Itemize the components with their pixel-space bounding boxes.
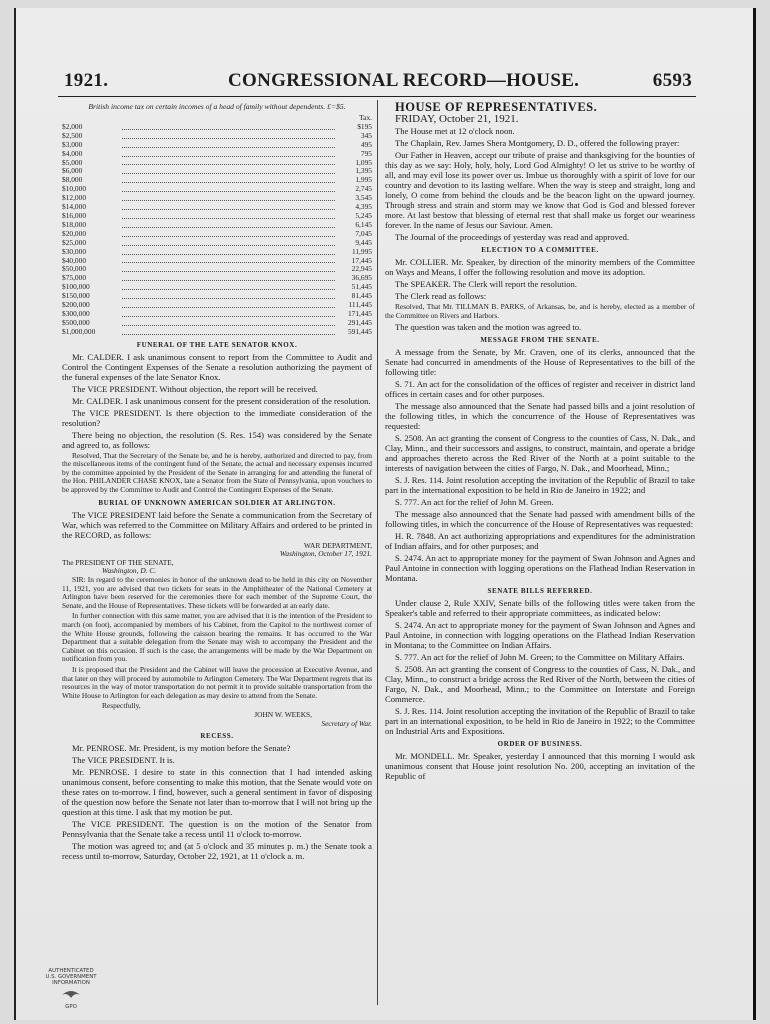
tax-row [62, 167, 372, 176]
tax-cell: 7,045 [355, 228, 372, 238]
tax-row [62, 274, 372, 283]
paragraph: The Clerk read as follows: [395, 291, 487, 301]
tax-cell: 4,395 [355, 202, 372, 212]
leader-dots [122, 257, 335, 264]
tax-cell: 81,445 [351, 291, 372, 301]
heading-bills: SENATE BILLS REFERRED. [487, 587, 593, 596]
leader-dots [122, 292, 335, 299]
income-cell: $50,000 [62, 264, 87, 274]
tax-row [62, 239, 372, 248]
paragraph: The VICE PRESIDENT. It is. [72, 755, 175, 766]
income-cell: $200,000 [62, 300, 90, 310]
right-column [385, 102, 695, 783]
paragraph: S. J. Res. 114. Joint resolution accepting the invitation of the Republic of Brazil to take part in an international exposition, to be held in Rio de Janeiro in 1922; to the Committee on Industrial Arts and Expositions. [385, 706, 695, 737]
income-cell: $5,000 [62, 157, 83, 167]
tax-cell: 5,245 [355, 210, 372, 220]
paragraph: The Chaplain, Rev. James Shera Montgomery, D. D., offered the following prayer: [395, 138, 680, 148]
leader-dots [122, 230, 335, 237]
letter-signature-title: Secretary of War. [321, 718, 372, 728]
letter-date: Washington, October 17, 1921. [279, 549, 372, 559]
income-cell: $1,000,000 [62, 326, 96, 336]
tax-cell: 2,745 [355, 184, 372, 194]
income-cell: $300,000 [62, 308, 90, 318]
letter-paragraph: SIR: In regard to the ceremonies in honor of the unknown dead to be held in this city on November 11, 1921, you are advised that two tickets for seats in the Amphitheater of the National Cemetery at Arlington have been reserved for the ceremonies there for each member of the Supreme Court, the Senate, and the House of Representatives. These tickets will be forwarded at an early date. [62, 575, 372, 610]
tax-table [62, 123, 372, 337]
header-page-number: 6593 [652, 70, 692, 91]
income-cell: $2,000 [62, 121, 83, 131]
income-cell: $8,000 [62, 175, 83, 185]
income-cell: $25,000 [62, 237, 87, 247]
page-border-left [14, 8, 16, 1020]
leader-dots [122, 274, 335, 281]
tax-cell: 495 [360, 139, 372, 149]
tax-cell: 591,445 [347, 326, 372, 336]
tax-row [62, 292, 372, 301]
income-cell: $12,000 [62, 193, 87, 203]
page-border-right [753, 8, 756, 1020]
tax-row [62, 141, 372, 150]
income-cell: $3,000 [62, 139, 83, 149]
tax-row [62, 123, 372, 132]
header-title: CONGRESSIONAL RECORD—HOUSE. [228, 70, 580, 91]
paragraph: Mr. MONDELL. Mr. Speaker, yesterday I announced that this morning I would ask unanimous consent that House joint resolution No. 200, accepting an invitation of the Republic of [385, 751, 695, 782]
paragraph: The motion was agreed to; and (at 5 o'clock and 35 minutes p. m.) the Senate took a recess until to-morrow, Saturday, October 22, 1921, at 11 o'clock a. m. [62, 841, 372, 862]
income-cell: $18,000 [62, 219, 87, 229]
heading-recess: RECESS. [200, 732, 234, 741]
tax-cell: 171,445 [347, 308, 372, 318]
leader-dots [122, 141, 335, 148]
heading-business: ORDER OF BUSINESS. [497, 740, 583, 749]
eagle-icon [60, 986, 82, 1002]
paragraph: S. 777. An act for the relief of John M. Green. [395, 497, 554, 508]
leader-dots [122, 283, 335, 290]
letter-paragraph: It is proposed that the President and the Cabinet will leave the procession at Executive Avenue, and that later on they will proceed by automobile to Arlington Cemetery. The War Department regrets that its resources in the way of motor transportation do not permit it to provide suitable transportation from the White House to Arlington for each delegation as may desire to attend from the Senate. [62, 664, 372, 700]
paragraph: The message also announced that the Senate had passed bills and a joint resolution of the following titles, in which the concurrence of the House of Representatives was requested: [385, 401, 695, 432]
session-date: FRIDAY, October 21, 1921. [395, 113, 519, 125]
income-cell: $4,000 [62, 148, 83, 158]
tax-cell: 3,545 [355, 193, 372, 203]
tax-row [62, 203, 372, 212]
tax-row [62, 328, 372, 337]
tax-row [62, 132, 372, 141]
leader-dots [122, 265, 335, 272]
header-rule [58, 96, 696, 97]
paragraph: The VICE PRESIDENT. The question is on the motion of the Senator from Pennsylvania that the Senate take a recess until 11 o'clock to-morrow. [62, 819, 372, 840]
tax-table-header [62, 114, 372, 123]
tax-row [62, 185, 372, 194]
tax-table-caption: British income tax on certain incomes of a head of family without dependents. £=$5. [88, 102, 346, 111]
leader-dots [122, 185, 335, 192]
paragraph: H. R. 7848. An act authorizing appropriations and expenditures for the administration of Indian affairs, and for other purposes; and [385, 531, 695, 552]
income-cell: $16,000 [62, 210, 87, 220]
tax-row [62, 176, 372, 185]
tax-cell: 6,145 [355, 219, 372, 229]
paragraph: The SPEAKER. The Clerk will report the resolution. [395, 279, 577, 289]
tax-cell: 51,445 [351, 282, 372, 292]
paragraph: S. 2474. An act to appropriate money for the payment of Swan Johnson and Agnes and Paul Antoine, in connection with logging operations on the Flathead Indian Reservation in Montana; to the Committee on Indian Affairs. [385, 620, 695, 651]
income-cell: $40,000 [62, 255, 87, 265]
tax-row [62, 319, 372, 328]
heading-burial: BURIAL OF UNKNOWN AMERICAN SOLDIER AT ARLINGTON. [98, 498, 336, 507]
tax-cell: 1,095 [355, 157, 372, 167]
paragraph: Mr. PENROSE. Mr. President, is my motion before the Senate? [72, 743, 291, 754]
paragraph: The VICE PRESIDENT laid before the Senate a communication from the Secretary of War, which was referred to the Committee on Military Affairs and ordered to be printed in the RECORD, as follows: [62, 509, 372, 540]
tax-cell: 345 [360, 130, 372, 140]
paragraph: The House met at 12 o'clock noon. [395, 126, 515, 136]
income-cell: $500,000 [62, 317, 90, 327]
leader-dots [122, 203, 335, 210]
paragraph: There being no objection, the resolution (S. Res. 154) was considered by the Senate and agreed to, as follows: [62, 429, 372, 450]
leader-dots [122, 167, 335, 174]
tax-row [62, 257, 372, 266]
leader-dots [122, 328, 335, 335]
tax-row [62, 194, 372, 203]
tax-cell: 22,945 [351, 264, 372, 274]
tax-row [62, 150, 372, 159]
leader-dots [122, 248, 335, 255]
paragraph: Mr. CALDER. I ask unanimous consent for the present consideration of the resolution. [72, 395, 371, 406]
letter-from: WAR DEPARTMENT, [303, 540, 372, 550]
left-column [62, 102, 372, 863]
leader-dots [122, 150, 335, 157]
tax-cell: 9,445 [355, 237, 372, 247]
paragraph: S. 777. An act for the relief of John M. Green; to the Committee on Military Affairs. [395, 652, 685, 663]
heading-election: ELECTION TO A COMMITTEE. [481, 246, 599, 254]
seal-line: AUTHENTICATED [48, 968, 94, 974]
paragraph: The VICE PRESIDENT. Is there objection to the immediate consideration of the resolution? [62, 407, 372, 428]
column-divider [377, 100, 378, 1005]
tax-cell: 17,445 [351, 255, 372, 265]
paragraph: S. 71. An act for the consolidation of the offices of register and receiver in district land offices in certain cases and for other purposes. [385, 379, 695, 400]
letter-to: The PRESIDENT OF THE SENATE, [62, 557, 174, 567]
letter-signature: JOHN W. WEEKS, [254, 709, 312, 719]
leader-dots [122, 132, 335, 139]
tax-row [62, 310, 372, 319]
leader-dots [122, 159, 335, 166]
paragraph: Under clause 2, Rule XXIV, Senate bills of the following titles were taken from the Speaker's table and referred to their appropriate committees, as indicated below: [385, 598, 695, 619]
income-cell: $30,000 [62, 246, 87, 256]
tax-cell: 111,445 [348, 300, 372, 310]
letter-close: Respectfully, [102, 701, 141, 711]
paragraph: Mr. PENROSE. I desire to state in this connection that I had intended asking unanimous consent, before consenting to make this motion, that the Senate would vote on these rates on to-morrow. I find, however, such a general sentiment in favor of disposing of the question now before the Senate not later than to-morrow that I will not bring up the question at this time. I ask that my motion be put. [62, 767, 372, 818]
leader-dots [122, 310, 335, 317]
income-cell: $14,000 [62, 202, 87, 212]
paragraph: Mr. COLLIER. Mr. Speaker, by direction of the minority members of the Committee on Ways and Means, I offer the following resolution and move its adoption. [385, 257, 695, 277]
tax-row [62, 230, 372, 239]
seal-line: U.S. GOVERNMENT [45, 974, 97, 980]
house-title: HOUSE OF REPRESENTATIVES. [395, 100, 598, 114]
tax-row [62, 301, 372, 310]
leader-dots [122, 123, 335, 130]
paragraph: The message also announced that the Senate had passed with amendment bills of the following titles, in which the concurrence of the House of Representatives was requested: [385, 509, 695, 530]
tax-row [62, 212, 372, 221]
letter-to-city: Washington, D. C. [102, 566, 157, 576]
paragraph: S. 2508. An act granting the consent of Congress to the counties of Cass, N. Dak., and Clay, Minn., and their successors and assigns, to construct, maintain, and operate a bridge and approaches thereto across the Red River of the North at a point suitable to the interests of navigation between the cities of Fargo, N. Dak., and Moorhead, Minn.; [385, 433, 695, 474]
resolution-text: Resolved, That the Secretary of the Senate be, and he is hereby, authorized and directed to pay, from the miscellaneous items of the contingent fund of the Senate, the actual and necessary expenses incurred by the committee appointed by the President of the Senate in arranging for and attending the funeral of the Hon. PHILANDER CHASE KNOX, late a Senator from the State of Pennsylvania, upon vouchers to be approved by the Committee to Audit and Control the Contingent Expenses of the Senate. [62, 450, 372, 495]
income-cell: $2,500 [62, 130, 83, 140]
tax-row [62, 265, 372, 274]
leader-dots [122, 176, 335, 183]
paragraph: A message from the Senate, by Mr. Craven, one of its clerks, announced that the Senate had concurred in amendments of the House of Representatives to the bill of the following title: [385, 347, 695, 378]
leader-dots [122, 194, 335, 201]
paragraph: The Journal of the proceedings of yesterday was read and approved. [395, 232, 630, 242]
leader-dots [122, 301, 335, 308]
tax-row [62, 159, 372, 168]
seal-line: INFORMATION [52, 980, 90, 986]
tax-cell: $195 [357, 121, 372, 131]
paragraph: S. J. Res. 114. Joint resolution accepting the invitation of the Republic of Brazil to take part in the international exposition to be held in Rio de Janeiro in 1922; and [385, 475, 695, 496]
record-page [58, 60, 696, 980]
tax-row [62, 283, 372, 292]
income-cell: $100,000 [62, 282, 90, 292]
leader-dots [122, 221, 335, 228]
income-cell: $10,000 [62, 184, 87, 194]
paragraph: Mr. CALDER. I ask unanimous consent to report from the Committee to Audit and Control the Contingent Expenses of the Senate a resolution authorizing the payment of the funeral expenses of the late Senator Knox. [62, 351, 372, 382]
gpo-authentication-seal [44, 968, 98, 1014]
resolution-text: Resolved, That Mr. TILLMAN B. PARKS, of Arkansas, be, and is hereby, elected as a member of the Committee on Rivers and Harbors. [385, 302, 695, 320]
letter-paragraph: In further connection with this same matter, you are advised that it is the intention of the President to march (on foot), accompanied by members of his Cabinet, from the Capitol to the northwest corner of the White House grounds, following the caisson bearing the remains. It has occurred to the War Department that a suitable delegation from the Senate may wish to accompany the President and the Cabinet on this occasion. If such is the case, the arrangements will be made by the War Department on notification from you. [62, 611, 372, 664]
tax-cell: 11,995 [351, 246, 372, 256]
heading-message: MESSAGE FROM THE SENATE. [480, 336, 600, 345]
income-cell: $20,000 [62, 228, 87, 238]
paragraph: S. 2474. An act to appropriate money for the payment of Swan Johnson and Agnes and Paul Antoine in connection with logging operations on the Flathead Indian Reservation in Montana. [385, 553, 695, 584]
heading-funeral: FUNERAL OF THE LATE SENATOR KNOX. [136, 340, 298, 349]
header-year: 1921. [64, 70, 109, 91]
paragraph: The question was taken and the motion was agreed to. [395, 322, 582, 333]
prayer-text: Our Father in Heaven, accept our tribute of praise and thanksgiving for the bounties of this day as we say: Holy, holy, holy, Lord God Almighty! O let us strive to be worthy of all, and may evil lose its power over us. Imbue us thoroughly with a spirit of love for our country and devotion to its lasting welfare. When the way is steep and straight, long and lonely, O come from behind the clouds and be the beacon light on the upward journey. Through stress and strain and storm may we know that God is God and blessed forever more. At last bestow that blessing of eternal rest that shall make us forget our weariness forever. In the name of Jesus our Saviour. Amen. [385, 150, 695, 230]
paragraph: The VICE PRESIDENT. Without objection, the report will be received. [72, 383, 318, 394]
tax-cell: 1,395 [355, 166, 372, 176]
tax-cell: 36,695 [351, 273, 372, 283]
leader-dots [122, 319, 335, 326]
income-cell: $150,000 [62, 291, 90, 301]
income-cell: $6,000 [62, 166, 83, 176]
income-cell: $75,000 [62, 273, 87, 283]
tax-row [62, 221, 372, 230]
seal-line: GPO [65, 1004, 77, 1010]
tax-cell: 291,445 [347, 317, 372, 327]
leader-dots [122, 239, 335, 246]
tax-cell: 795 [360, 148, 372, 158]
tax-row [62, 248, 372, 257]
tax-column-header: Tax. [359, 113, 372, 122]
paragraph: S. 2508. An act granting the consent of Congress to the counties of Cass, N. Dak., and Clay, Minn., to construct a bridge across the Red River of the North, between the cities of Fargo, N. Dak., and Moorhead, Minn.; to the Committee on Interstate and Foreign Commerce. [385, 664, 695, 705]
leader-dots [122, 212, 335, 219]
tax-cell: 1,995 [355, 175, 372, 185]
